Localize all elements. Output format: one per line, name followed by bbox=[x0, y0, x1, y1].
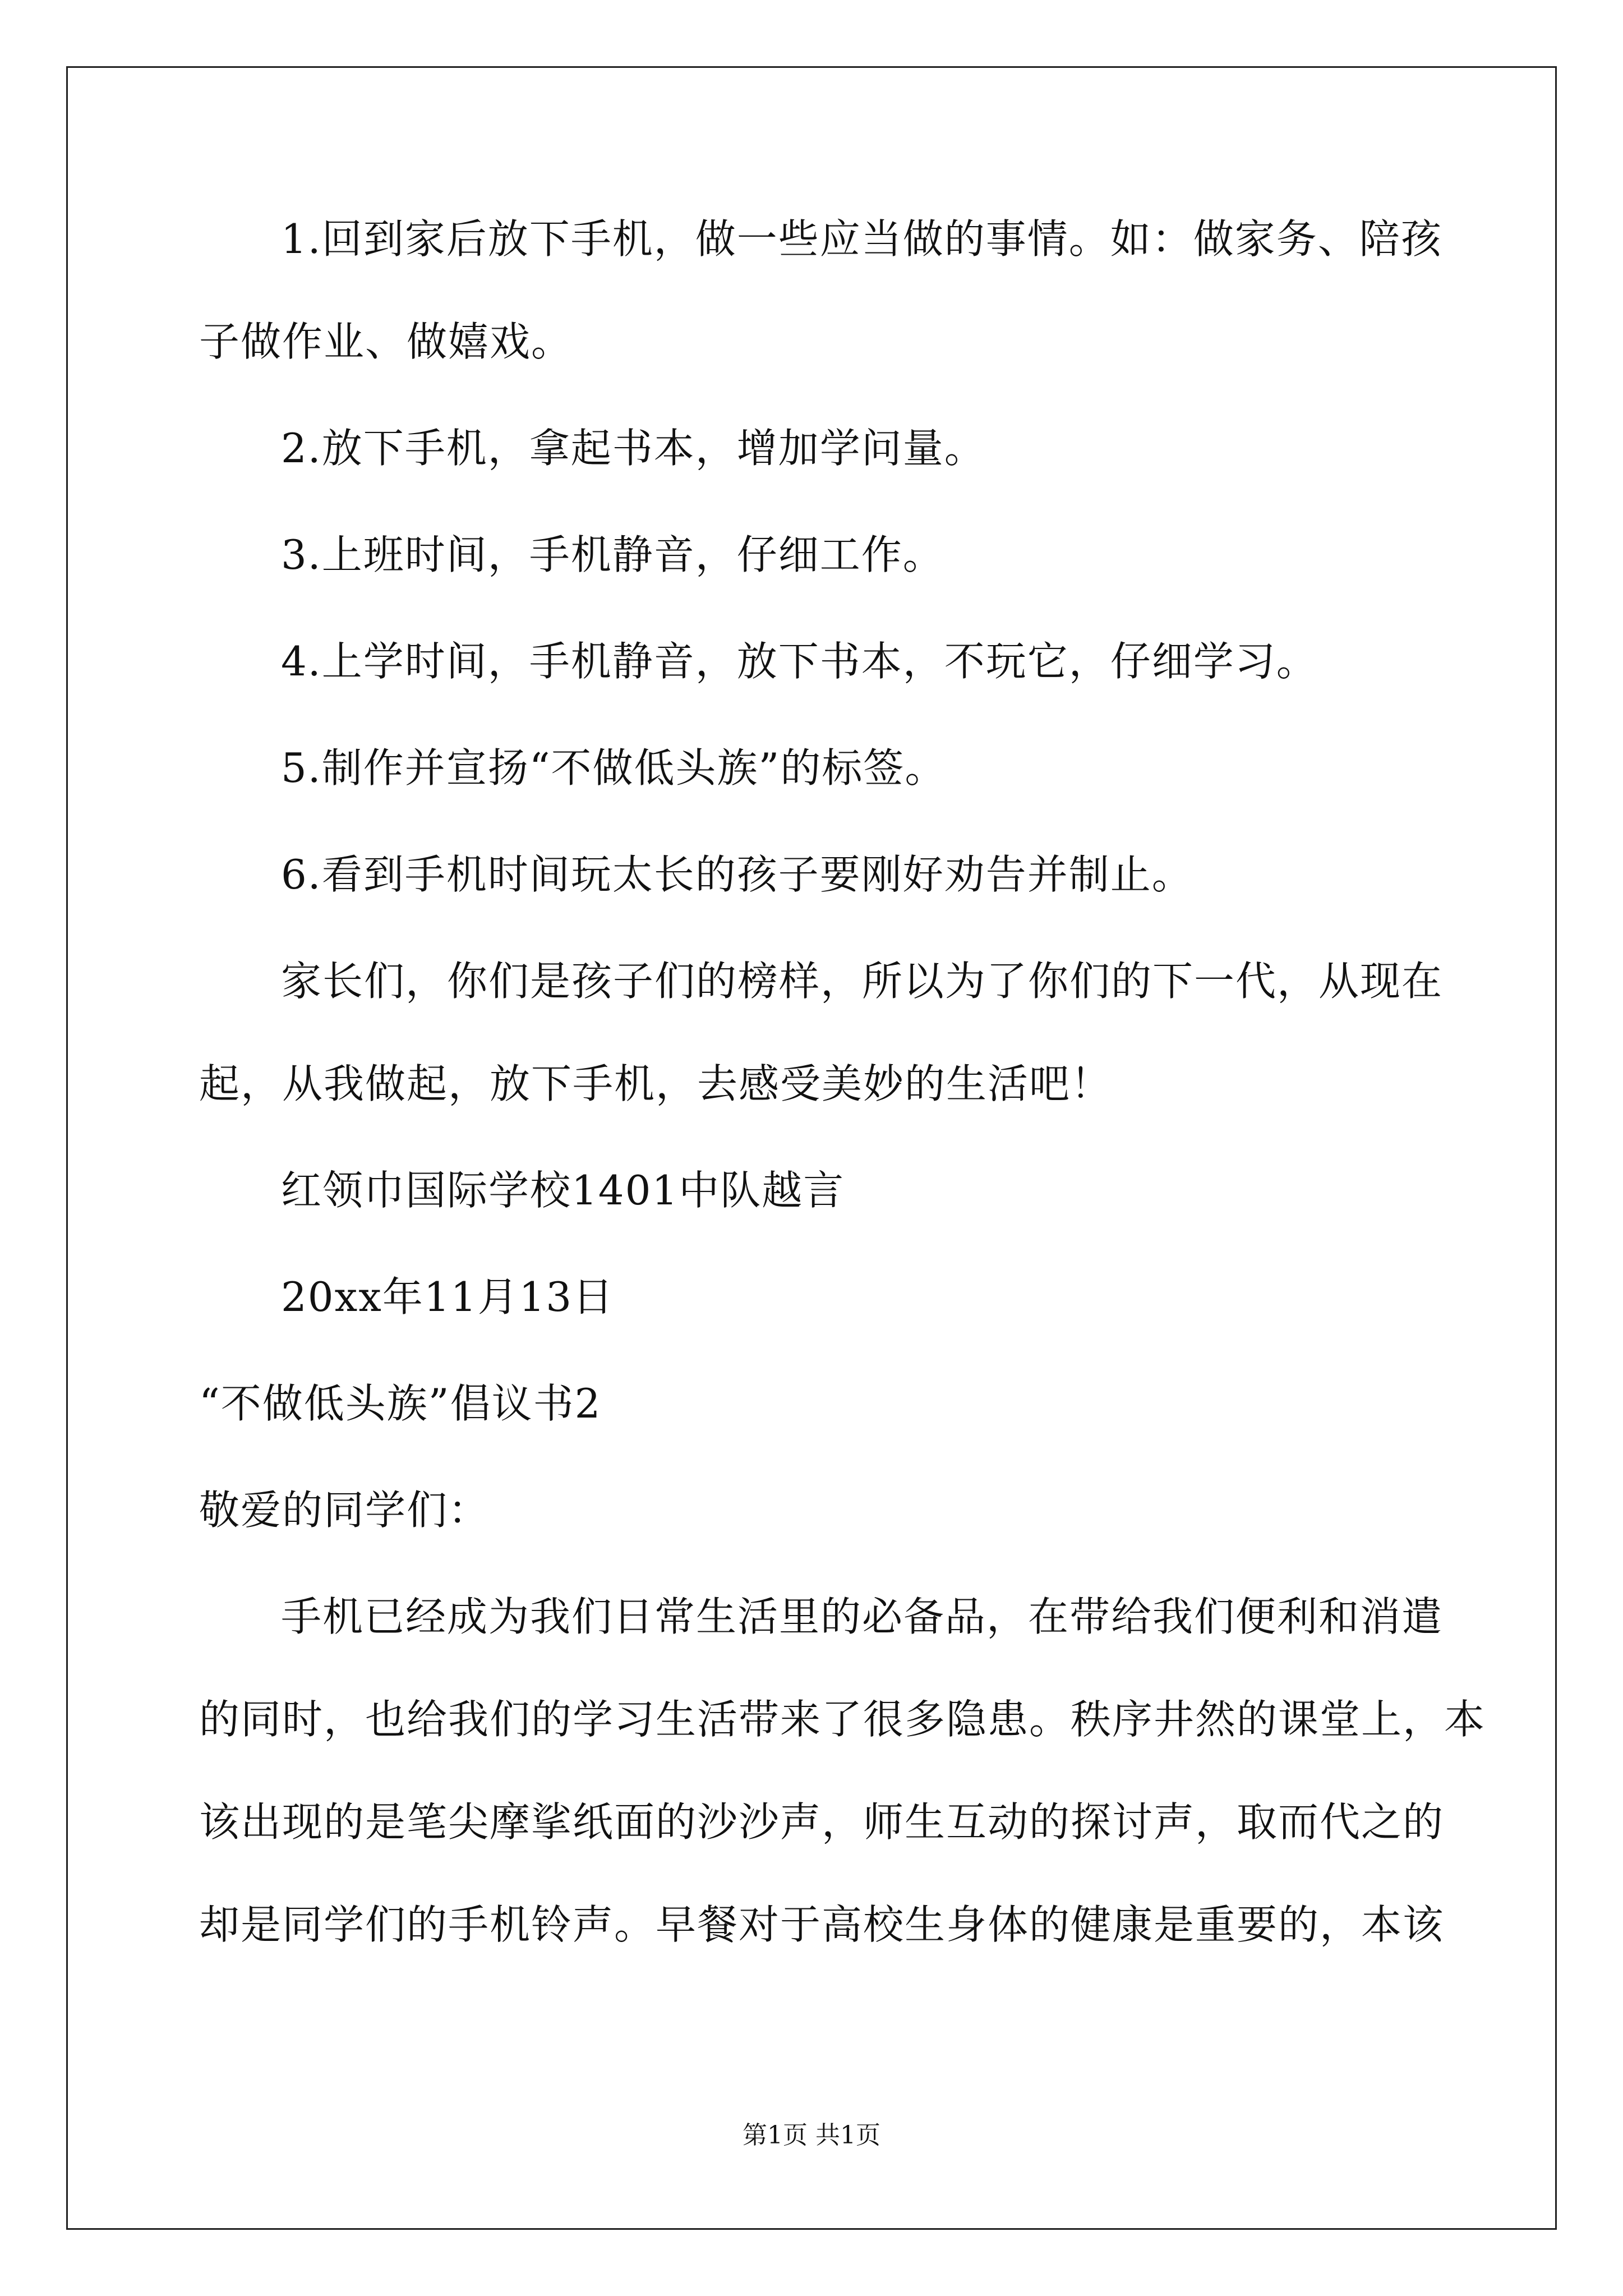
text-line: 手机已经成为我们日常生活里的必备品，在带给我们便利和消遣 bbox=[281, 1593, 1444, 1640]
text-line: 3.上班时间，手机静音，仔细工作。 bbox=[281, 531, 944, 578]
text-line: 4.上学时间，手机静音，放下书本，不玩它，仔细学习。 bbox=[281, 638, 1318, 685]
text-line: 2.放下手机，拿起书本，增加学问量。 bbox=[281, 425, 986, 472]
text-line: 却是同学们的手机铃声。早餐对于高校生身体的健康是重要的，本该 bbox=[199, 1901, 1445, 1948]
document-body bbox=[199, 212, 1486, 1952]
signature-line: 红领巾国际学校1401中队越言 bbox=[281, 1167, 845, 1214]
text-line: 子做作业、做嬉戏。 bbox=[199, 318, 573, 365]
date-line: 20xx年11月13日 bbox=[281, 1273, 615, 1320]
text-line: 家长们，你们是孩子们的榜样，所以为了你们的下一代，从现在 bbox=[281, 958, 1444, 1005]
section-title: “不做低头族”倡议书2 bbox=[199, 1380, 602, 1427]
text-line: 起，从我做起，放下手机，去感受美妙的生活吧！ bbox=[199, 1060, 1113, 1107]
text-line: 1.回到家后放下手机，做一些应当做的事情。如：做家务、陪孩 bbox=[281, 215, 1442, 263]
text-line: 5.制作并宣扬“不做低头族”的标签。 bbox=[281, 744, 947, 792]
text-line: 的同时，也给我们的学习生活带来了很多隐患。秩序井然的课堂上，本 bbox=[199, 1696, 1486, 1743]
page-footer: 第1页 共1页 bbox=[743, 2121, 880, 2150]
salutation: 敬爱的同学们： bbox=[199, 1487, 490, 1534]
text-line: 6.看到手机时间玩太长的孩子要刚好劝告并制止。 bbox=[281, 851, 1193, 898]
text-line: 该出现的是笔尖摩挲纸面的沙沙声，师生互动的探讨声，取而代之的 bbox=[199, 1798, 1445, 1846]
